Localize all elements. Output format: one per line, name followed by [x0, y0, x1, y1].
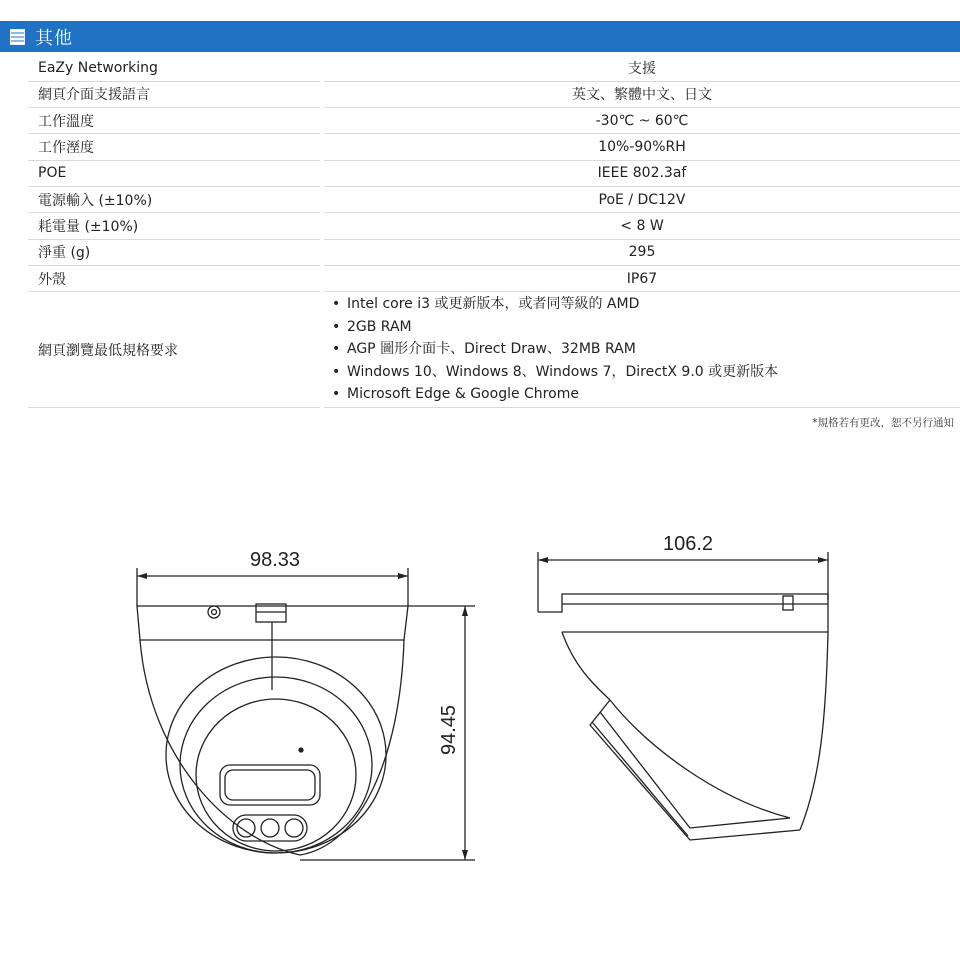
spec-value: IP67	[324, 265, 960, 291]
spec-key: 工作溼度	[28, 134, 320, 160]
spec-key: 淨重 (g)	[28, 239, 320, 265]
spec-value: 支援	[324, 55, 960, 81]
dimension-label-width: 98.33	[249, 549, 301, 571]
spec-value: IEEE 802.3af	[324, 160, 960, 186]
spec-key: EaZy Networking	[28, 55, 320, 81]
spec-key: 外殼	[28, 265, 320, 291]
side-view	[538, 533, 828, 840]
spec-value: < 8 W	[324, 213, 960, 239]
spec-key: 電源輸入 (±10%)	[28, 186, 320, 212]
section-title: 其他	[35, 27, 73, 49]
spec-key: 工作溫度	[28, 108, 320, 134]
list-item: • AGP 圖形介面卡、Direct Draw、32MB RAM	[330, 338, 960, 361]
spec-value: 295	[324, 239, 960, 265]
spec-key: 耗電量 (±10%)	[28, 213, 320, 239]
spec-key: POE	[28, 160, 320, 186]
dimension-label-height: 94.45	[438, 704, 460, 756]
spec-key: 網頁瀏覽最低規格要求	[28, 292, 320, 408]
front-view	[137, 549, 475, 860]
list-item: • Intel core i3 或更新版本，或者同等級的 AMD	[330, 293, 960, 316]
spec-value: -30℃ ~ 60℃	[324, 108, 960, 134]
footnote: *規格若有更改，恕不另行通知	[812, 417, 954, 429]
spec-value: 10%-90%RH	[324, 134, 960, 160]
spec-value: 英文、繁體中文、日文	[324, 81, 960, 107]
list-item: • Microsoft Edge & Google Chrome	[330, 383, 960, 406]
list-item: • 2GB RAM	[330, 316, 960, 339]
spec-value: PoE / DC12V	[324, 186, 960, 212]
list-item: • Windows 10、Windows 8、Windows 7，DirectX 9.0 或更新版本	[330, 361, 960, 384]
dimension-label-side-width: 106.2	[662, 533, 714, 555]
spec-key: 網頁介面支援語言	[28, 81, 320, 107]
